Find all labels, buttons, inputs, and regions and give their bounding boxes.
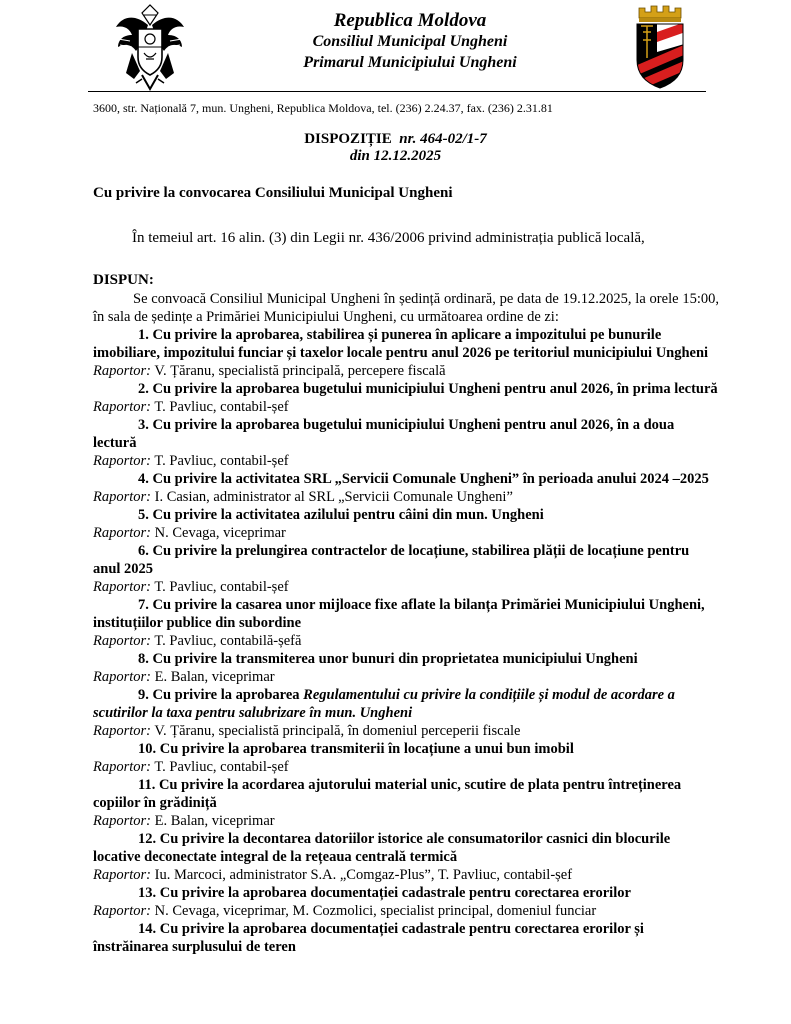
- agenda-item-rapporteur: [93, 362, 719, 380]
- rapporteur-label: Raportor:: [93, 489, 151, 505]
- agenda-item-rapporteur: [93, 668, 719, 686]
- rapporteur-name: N. Cevaga, viceprimar, M. Cozmolici, specialist principal, domeniul funciar: [151, 903, 597, 919]
- agenda-item-title: 5. Cu privire la activitatea azilului pentru câini din mun. Ungheni: [138, 507, 544, 523]
- header-divider: [88, 91, 706, 92]
- agenda-item-title: 4. Cu privire la activitatea SRL „Servicii Comunale Ungheni” în perioada anului 2024 –2025: [138, 471, 709, 487]
- council-name: Consiliul Municipal Ungheni: [312, 33, 508, 50]
- rapporteur-label: Raportor:: [93, 579, 151, 595]
- country-name: Republica Moldova: [333, 10, 487, 31]
- agenda-item-title: 1. Cu privire la aprobarea, stabilirea și punerea în aplicare a impozitului pe bunurile imobiliare, impozitului funciar și taxelor locale pentru anul 2026 pe teritoriul municipiului Ungheni: [93, 327, 709, 361]
- intro-paragraph: Se convoacă Consiliul Municipal Ungheni în ședință ordinară, pe data de 19.12.2025, la orele 15:00, în sala de ședințe a Primăriei Municipiului Ungheni, cu următoarea ordine de zi:: [93, 291, 719, 325]
- document-number: nr. 464-02/1-7: [399, 131, 487, 147]
- title-word: DISPOZIȚIE: [304, 131, 392, 147]
- rapporteur-label: Raportor:: [93, 399, 151, 415]
- agenda-item-title: [93, 686, 719, 722]
- dispun-heading: DISPUN:: [93, 272, 154, 288]
- letterhead: [0, 0, 791, 100]
- agenda-item-rapporteur: [93, 488, 719, 506]
- agenda-item-title: 11. Cu privire la acordarea ajutorului material unic, scutire de plata pentru întreținerea copiilor în grădiniță: [93, 777, 682, 811]
- letterhead-title: [200, 10, 620, 73]
- agenda-item-title: 10. Cu privire la aprobarea transmiterii în locațiune a unui bun imobil: [138, 741, 574, 757]
- agenda-item-title: 14. Cu privire la aprobarea documentației cadastrale pentru corectarea erorilor și înstrăinarea surplusului de teren: [93, 921, 644, 955]
- agenda-item-rapporteur: [93, 398, 719, 416]
- ungheni-coat-of-arms-icon: [631, 2, 689, 90]
- document-subject: Cu privire la convocarea Consiliului Municipal Ungheni: [93, 185, 453, 201]
- agenda-item-rapporteur: [93, 524, 719, 542]
- agenda-item-rapporteur: [93, 578, 719, 596]
- agenda-item-title: 12. Cu privire la decontarea datoriilor istorice ale consumatorilor casnici din blocurile locative deconectate integral de la rețeaua centrală termică: [93, 831, 671, 865]
- document-title: [0, 131, 791, 165]
- rapporteur-name: I. Casian, administrator al SRL „Servicii Comunale Ungheni”: [151, 489, 513, 505]
- rapporteur-label: Raportor:: [93, 633, 151, 649]
- agenda-item-rapporteur: [93, 632, 719, 650]
- agenda-item-title: 6. Cu privire la prelungirea contractelor de locațiune, stabilirea plății de locațiune pentru anul 2025: [93, 543, 690, 577]
- rapporteur-label: Raportor:: [93, 525, 151, 541]
- agenda-item-rapporteur: [93, 722, 719, 740]
- rapporteur-name: E. Balan, viceprimar: [151, 669, 275, 685]
- rapporteur-name: T. Pavliuc, contabilă-șefă: [151, 633, 302, 649]
- rapporteur-name: T. Pavliuc, contabil-șef: [151, 453, 289, 469]
- rapporteur-name: V. Țăranu, specialistă principală, percepere fiscală: [151, 363, 446, 379]
- document-date: din 12.12.2025: [349, 148, 442, 164]
- rapporteur-name: T. Pavliuc, contabil-șef: [151, 579, 289, 595]
- mayor-office-name: Primarul Municipiului Ungheni: [303, 54, 517, 71]
- agenda-item-rapporteur: [93, 866, 719, 884]
- agenda-item-rapporteur: [93, 902, 719, 920]
- rapporteur-label: Raportor:: [93, 867, 151, 883]
- agenda-list: [93, 326, 719, 956]
- agenda-item-title: 13. Cu privire la aprobarea documentației cadastrale pentru corectarea erorilor: [138, 885, 631, 901]
- rapporteur-label: Raportor:: [93, 669, 151, 685]
- rapporteur-name: T. Pavliuc, contabil-șef: [151, 759, 289, 775]
- rapporteur-label: Raportor:: [93, 723, 151, 739]
- rapporteur-label: Raportor:: [93, 903, 151, 919]
- rapporteur-name: E. Balan, viceprimar: [151, 813, 275, 829]
- contact-address: 3600, str. Națională 7, mun. Ungheni, Republica Moldova, tel. (236) 2.24.37, fax. (236) 2.31.81: [93, 101, 553, 115]
- agenda-item-title: 2. Cu privire la aprobarea bugetului municipiului Ungheni pentru anul 2026, în prima lectură: [138, 381, 718, 397]
- agenda-item-rapporteur: [93, 758, 719, 776]
- agenda-item-title-italic: Regulamentului cu privire la condițiile și modul de acordare a scutirilor la taxa pentru salubrizare în mun. Ungheni: [93, 687, 675, 721]
- moldova-coat-of-arms-icon: [112, 3, 188, 93]
- rapporteur-name: Iu. Marcoci, administrator S.A. „Comgaz-Plus”, T. Pavliuc, contabil-șef: [151, 867, 573, 883]
- rapporteur-name: V. Țăranu, specialistă principală, în domeniul perceperii fiscale: [151, 723, 521, 739]
- agenda-item-title: 7. Cu privire la casarea unor mijloace fixe aflate la bilanța Primăriei Municipiului Ungheni, instituțiilor publice din subordine: [93, 597, 705, 631]
- legal-basis: În temeiul art. 16 alin. (3) din Legii nr. 436/2006 privind administrația publică locală,: [132, 230, 645, 246]
- agenda-item-rapporteur: [93, 812, 719, 830]
- agenda-item-title: 3. Cu privire la aprobarea bugetului municipiului Ungheni pentru anul 2026, în a doua lectură: [93, 417, 675, 451]
- rapporteur-label: Raportor:: [93, 453, 151, 469]
- rapporteur-label: Raportor:: [93, 759, 151, 775]
- agenda-item-title: 8. Cu privire la transmiterea unor bunuri din proprietatea municipiului Ungheni: [138, 651, 638, 667]
- document-body: [93, 290, 719, 956]
- agenda-item-rapporteur: [93, 452, 719, 470]
- rapporteur-label: Raportor:: [93, 813, 151, 829]
- rapporteur-label: Raportor:: [93, 363, 151, 379]
- rapporteur-name: N. Cevaga, viceprimar: [151, 525, 286, 541]
- rapporteur-name: T. Pavliuc, contabil-șef: [151, 399, 289, 415]
- agenda-item-title-prefix: 9. Cu privire la aprobarea: [138, 687, 304, 703]
